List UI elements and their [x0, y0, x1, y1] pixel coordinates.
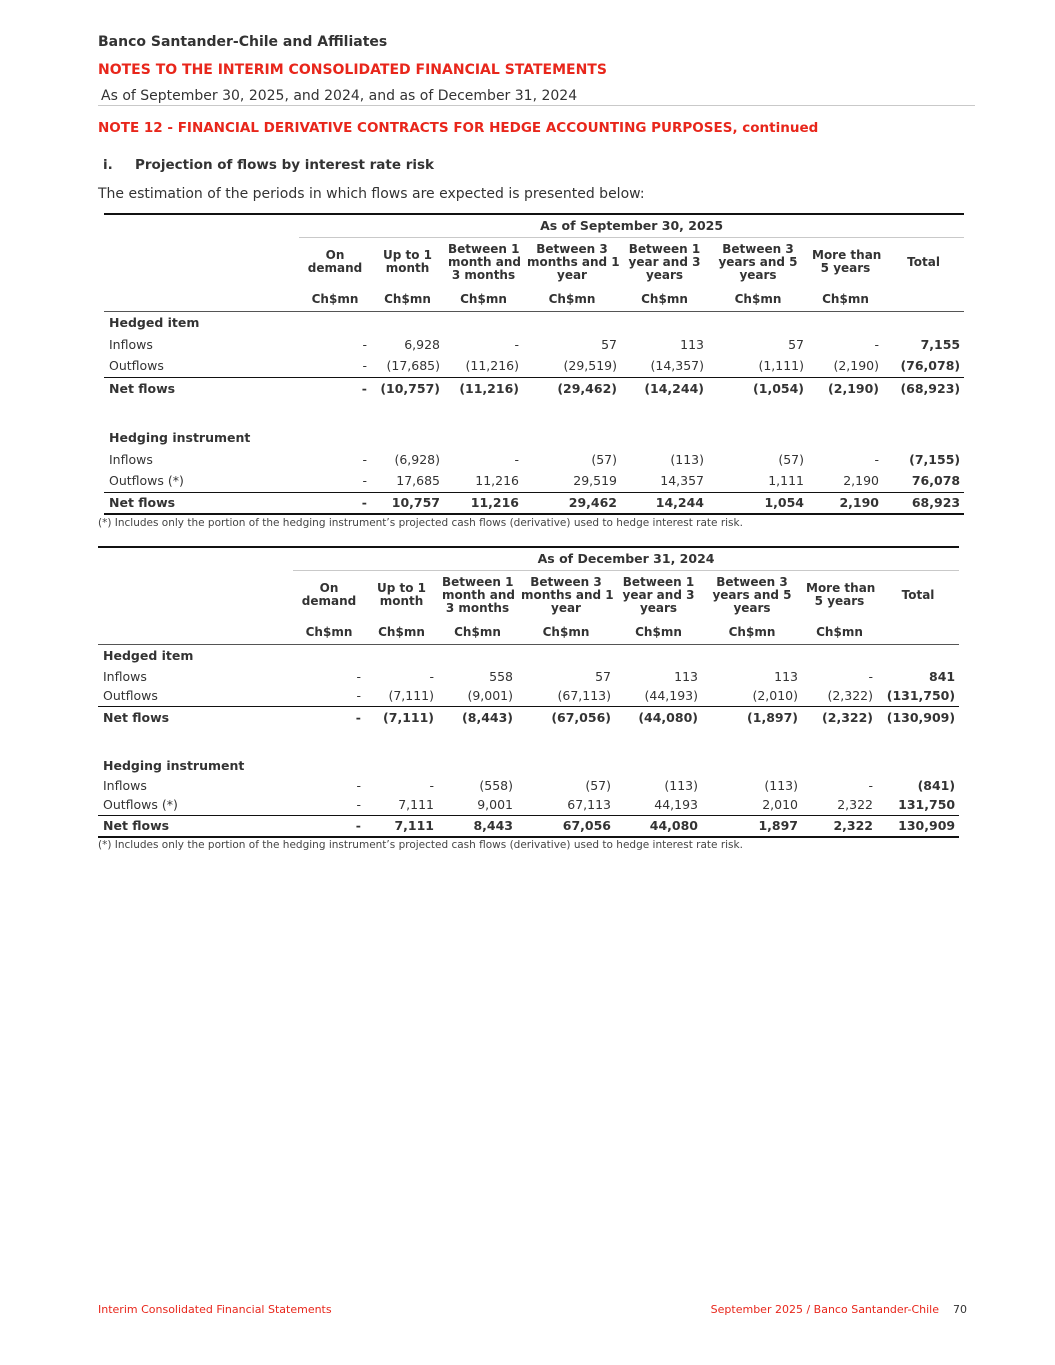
value-cell: - [429, 668, 434, 684]
value-cell: - [362, 358, 367, 374]
row-label: Net flows [98, 706, 293, 728]
value-cell: (113) [764, 777, 798, 793]
col-total: Total [907, 254, 940, 269]
unit-label: Ch$mn [523, 287, 621, 311]
column-header-row [98, 570, 959, 620]
value-cell: (1,054) [708, 377, 808, 399]
total-cell: 131,750 [898, 797, 956, 813]
table-row [98, 775, 959, 795]
value-cell: (113) [670, 451, 704, 467]
value-cell: - [362, 473, 367, 489]
notes-title: NOTES TO THE INTERIM CONSOLIDATED FINANCIAL STATEMENTS [98, 62, 607, 78]
section-row-hedging-instrument [98, 755, 959, 775]
value-cell: (67,113) [557, 688, 611, 704]
flows-table-dec-2024 [98, 546, 959, 838]
value-cell: (113) [664, 777, 698, 793]
value-cell: 113 [774, 668, 798, 684]
col-more-than-5-years: More than 5 years [806, 581, 876, 609]
total-cell: 130,909 [877, 815, 959, 837]
value-cell: - [514, 336, 519, 352]
col-on-demand: On demand [301, 581, 357, 609]
row-label: Net flows [98, 815, 293, 837]
row-label: Inflows [103, 668, 147, 684]
value-cell: 7,111 [398, 797, 434, 813]
unit-label: Ch$mn [444, 287, 523, 311]
column-header-row [104, 237, 964, 287]
col-total: Total [901, 587, 935, 602]
value-cell: (9,001) [467, 688, 513, 704]
row-label: Outflows [103, 688, 158, 704]
value-cell: (57) [585, 777, 611, 793]
footnote: (*) Includes only the portion of the hedging instrument’s projected cash flows (derivative) used to hedge interest rate risk. [98, 517, 743, 529]
net-flows-row [98, 815, 959, 837]
table-row [98, 686, 959, 706]
footer-bank: Banco Santander-Chile [813, 1303, 939, 1316]
total-cell: 76,078 [911, 473, 961, 489]
section-label: Hedged item [109, 314, 200, 330]
value-cell: 57 [601, 336, 617, 352]
value-cell: - [293, 815, 365, 837]
total-cell: (76,078) [900, 358, 961, 374]
subsection-title: Projection of flows by interest rate risk [135, 157, 435, 173]
note-title: NOTE 12 - FINANCIAL DERIVATIVE CONTRACTS FOR HEDGE ACCOUNTING PURPOSES, continued [98, 120, 819, 136]
value-cell: - [299, 377, 371, 399]
value-cell: (14,244) [621, 377, 708, 399]
value-cell: (67,056) [517, 706, 615, 728]
value-cell: (6,928) [394, 451, 440, 467]
unit-label: Ch$mn [517, 620, 615, 644]
unit-label: Ch$mn [621, 287, 708, 311]
section-label: Hedging instrument [109, 429, 251, 445]
value-cell: (10,757) [371, 377, 444, 399]
value-cell: 29,519 [573, 473, 617, 489]
value-cell: - [514, 451, 519, 467]
value-cell: 113 [674, 668, 698, 684]
value-cell: 8,443 [438, 815, 517, 837]
net-flows-row [104, 492, 964, 514]
value-cell: (2,322) [827, 688, 873, 704]
value-cell: 558 [489, 668, 513, 684]
header-divider [98, 105, 975, 106]
footer-right [711, 1303, 967, 1316]
section-label: Hedged item [103, 647, 194, 663]
row-label: Outflows (*) [103, 797, 178, 813]
col-3-5-years: Between 3 years and 5 years [718, 241, 798, 282]
value-cell: - [299, 492, 371, 514]
value-cell: - [356, 688, 361, 704]
value-cell: 44,080 [615, 815, 702, 837]
value-cell: - [874, 336, 879, 352]
value-cell: (7,111) [388, 688, 434, 704]
value-cell: 1,111 [768, 473, 804, 489]
value-cell: 7,111 [365, 815, 438, 837]
value-cell: 14,244 [621, 492, 708, 514]
unit-label: Ch$mn [702, 620, 802, 644]
value-cell: 17,685 [396, 473, 440, 489]
value-cell: 1,054 [708, 492, 808, 514]
value-cell: (44,193) [644, 688, 698, 704]
total-cell: (841) [917, 777, 956, 793]
row-label: Net flows [104, 492, 299, 514]
footnote: (*) Includes only the portion of the hedging instrument’s projected cash flows (derivative) used to hedge interest rate risk. [98, 839, 743, 851]
unit-label: Ch$mn [299, 287, 371, 311]
unit-label: Ch$mn [293, 620, 365, 644]
table-row [104, 470, 964, 492]
row-label: Net flows [104, 377, 299, 399]
period-label: As of September 30, 2025 [299, 214, 964, 237]
value-cell: (17,685) [386, 358, 440, 374]
row-label: Outflows (*) [109, 473, 184, 489]
value-cell: (11,216) [444, 377, 523, 399]
section-label: Hedging instrument [103, 757, 245, 773]
value-cell: - [874, 451, 879, 467]
value-cell: 2,010 [762, 797, 798, 813]
value-cell: (558) [479, 777, 513, 793]
value-cell: (2,190) [833, 358, 879, 374]
col-1-3-years: Between 1 year and 3 years [628, 241, 701, 282]
value-cell: (14,357) [650, 358, 704, 374]
page-number: 70 [953, 1303, 967, 1316]
row-label: Inflows [103, 777, 147, 793]
net-flows-row [104, 377, 964, 399]
col-3-5-years: Between 3 years and 5 years [712, 574, 792, 615]
period-row [104, 214, 964, 237]
value-cell: (7,111) [365, 706, 438, 728]
value-cell: - [362, 451, 367, 467]
value-cell: 44,193 [654, 797, 698, 813]
value-cell: 14,357 [660, 473, 704, 489]
value-cell: 2,190 [808, 492, 883, 514]
value-cell: 67,056 [517, 815, 615, 837]
value-cell: (57) [778, 451, 804, 467]
value-cell: (1,897) [702, 706, 802, 728]
intro-text: The estimation of the periods in which flows are expected is presented below: [98, 186, 645, 202]
value-cell: (8,443) [438, 706, 517, 728]
section-row-hedging-instrument [104, 426, 964, 448]
value-cell: - [356, 777, 361, 793]
col-more-than-5-years: More than 5 years [812, 248, 882, 276]
footer-date: September 2025 / [710, 1303, 811, 1316]
total-cell: 841 [929, 668, 956, 684]
section-row-hedged-item [104, 311, 964, 333]
flows-table-sep-2025 [104, 213, 964, 515]
value-cell: 67,113 [567, 797, 611, 813]
value-cell: - [293, 706, 365, 728]
col-3-months-1-year: Between 3 months and 1 year [521, 574, 614, 615]
value-cell: 57 [595, 668, 611, 684]
unit-label: Ch$mn [808, 287, 883, 311]
col-up-to-1-month: Up to 1 month [382, 248, 433, 276]
value-cell: 11,216 [444, 492, 523, 514]
total-cell: (130,909) [877, 706, 959, 728]
net-flows-row [98, 706, 959, 728]
value-cell: 2,190 [843, 473, 879, 489]
spacer-row [98, 728, 959, 755]
unit-label: Ch$mn [365, 620, 438, 644]
value-cell: - [868, 777, 873, 793]
value-cell: (2,322) [802, 706, 877, 728]
value-cell: 9,001 [477, 797, 513, 813]
value-cell: (11,216) [465, 358, 519, 374]
table-row [104, 333, 964, 355]
value-cell: - [362, 336, 367, 352]
value-cell: 29,462 [523, 492, 621, 514]
units-row [104, 287, 964, 311]
subsection-index: i. [103, 157, 113, 173]
unit-label: Ch$mn [708, 287, 808, 311]
value-cell: (2,190) [808, 377, 883, 399]
value-cell: 57 [788, 336, 804, 352]
as-of-date: As of September 30, 2025, and 2024, and as of December 31, 2024 [101, 88, 578, 104]
value-cell: (2,010) [752, 688, 798, 704]
table-row [104, 355, 964, 377]
unit-label: Ch$mn [438, 620, 517, 644]
total-cell: 7,155 [920, 336, 961, 352]
units-row [98, 620, 959, 644]
period-row [98, 547, 959, 570]
col-1-3-years: Between 1 year and 3 years [622, 574, 695, 615]
row-label: Inflows [109, 336, 153, 352]
col-up-to-1-month: Up to 1 month [376, 581, 427, 609]
unit-label: Ch$mn [371, 287, 444, 311]
value-cell: 10,757 [371, 492, 444, 514]
col-1-3-months: Between 1 month and 3 months [448, 241, 521, 282]
value-cell: 11,216 [475, 473, 519, 489]
col-1-3-months: Between 1 month and 3 months [442, 574, 515, 615]
spacer-row [104, 399, 964, 426]
total-cell: (68,923) [883, 377, 964, 399]
table-row [98, 795, 959, 815]
value-cell: (44,080) [615, 706, 702, 728]
row-label: Inflows [109, 451, 153, 467]
period-label: As of December 31, 2024 [293, 547, 959, 570]
unit-label: Ch$mn [802, 620, 877, 644]
value-cell: - [429, 777, 434, 793]
value-cell: 2,322 [802, 815, 877, 837]
table-row [104, 448, 964, 470]
company-name: Banco Santander-Chile and Affiliates [98, 34, 388, 50]
value-cell: (57) [591, 451, 617, 467]
unit-label: Ch$mn [615, 620, 702, 644]
col-3-months-1-year: Between 3 months and 1 year [527, 241, 620, 282]
value-cell: (29,462) [523, 377, 621, 399]
footer-left-text: Interim Consolidated Financial Statements [98, 1303, 332, 1316]
value-cell: 6,928 [404, 336, 440, 352]
table-row [98, 666, 959, 686]
col-on-demand: On demand [307, 248, 363, 276]
total-cell: (7,155) [909, 451, 961, 467]
value-cell: 113 [680, 336, 704, 352]
section-row-hedged-item [98, 644, 959, 666]
row-label: Outflows [109, 358, 164, 374]
value-cell: 2,322 [837, 797, 873, 813]
value-cell: - [356, 668, 361, 684]
value-cell: 1,897 [702, 815, 802, 837]
total-cell: (131,750) [886, 688, 956, 704]
total-cell: 68,923 [883, 492, 964, 514]
value-cell: (1,111) [758, 358, 804, 374]
value-cell: (29,519) [563, 358, 617, 374]
value-cell: - [868, 668, 873, 684]
value-cell: - [356, 797, 361, 813]
